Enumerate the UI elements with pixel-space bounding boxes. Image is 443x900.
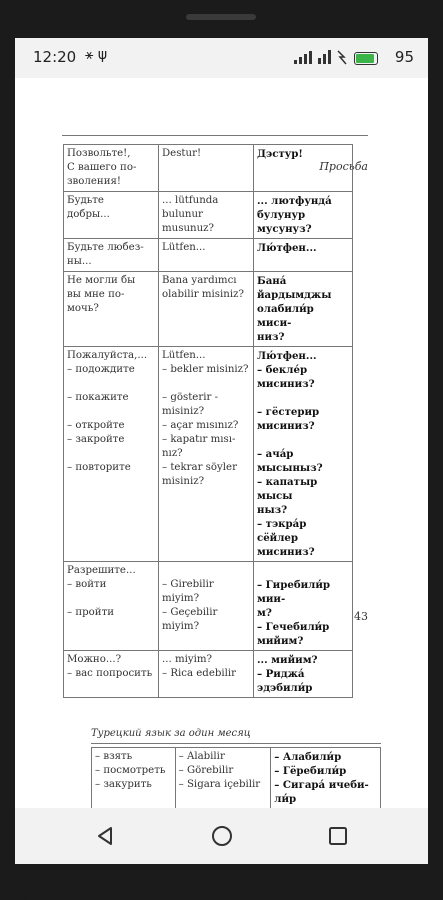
cell-line: – тэкрáр сёйлер	[257, 518, 307, 544]
russian-cell	[64, 347, 159, 562]
cell-line	[67, 592, 155, 606]
cell-line: Бана́ йардымджы	[257, 275, 332, 301]
home-circle-icon	[210, 824, 234, 848]
cell-line: – Гиребили́р мии-	[257, 579, 331, 605]
cell-line: ... лютфундá	[257, 195, 332, 207]
cell-line: булунур мусунуз?	[257, 209, 312, 235]
cell-line: ... miyim?	[162, 654, 213, 665]
cell-line: ны...	[67, 256, 92, 267]
cell-line: olabilir misiniz?	[162, 289, 244, 300]
cell-line: – закройте	[67, 434, 125, 445]
turkish-cell	[175, 748, 271, 809]
cell-line: – покажите	[67, 392, 129, 403]
pronunciation-cell	[254, 272, 353, 347]
recents-square-icon	[327, 825, 349, 847]
running-head-bottom: Турецкий язык за один месяц	[91, 728, 251, 739]
cell-line	[67, 377, 155, 391]
cell-line: мочь?	[67, 303, 99, 314]
cell-line	[162, 377, 250, 391]
cell-line: – Гёребили́р	[274, 765, 347, 777]
cell-line: – вас попросить	[67, 668, 153, 679]
cell-line: зволения!	[67, 176, 122, 187]
cell-line: – Sigara içebilir	[178, 779, 261, 790]
cell-line: – Geçebilir	[162, 607, 218, 618]
russian-cell	[64, 192, 159, 239]
back-triangle-icon	[94, 825, 116, 847]
table-row	[64, 272, 353, 347]
turkish-cell	[159, 145, 254, 192]
cell-line: – kapatır mısı-	[162, 434, 236, 445]
pronunciation-cell	[254, 145, 353, 192]
russian-cell	[64, 651, 159, 698]
cell-line: добры...	[67, 209, 110, 220]
cell-line: – посмотреть	[95, 765, 166, 776]
cell-line: – Алабили́р	[274, 751, 342, 763]
table-row	[64, 651, 353, 698]
cell-line: – tekrar söyler	[162, 462, 237, 473]
pronunciation-cell	[254, 192, 353, 239]
cell-line: – gösterir -	[162, 392, 219, 403]
phrase-table-top	[63, 144, 353, 698]
cell-line: – Girebilir	[162, 579, 214, 590]
table-row	[64, 145, 353, 192]
cell-line	[67, 447, 155, 461]
cell-line: – Сигара́ ичеби-	[274, 779, 369, 791]
battery-percent: 95	[394, 48, 414, 66]
pronunciation-cell	[271, 748, 381, 809]
cell-line: – Rica edebilir	[162, 668, 237, 679]
cell-line: С вашего по-	[67, 162, 137, 173]
pronunciation-cell	[254, 562, 353, 651]
cell-line: – Гечебили́р	[257, 621, 330, 633]
cell-line: Bana yardımcı	[162, 275, 237, 286]
table-row	[64, 347, 353, 562]
pronunciation-cell	[254, 239, 353, 272]
table-row	[92, 748, 381, 809]
russian-cell	[64, 562, 159, 651]
cell-line: – закурить	[95, 779, 152, 790]
cell-line: – Görebilir	[178, 765, 234, 776]
cell-line: м?	[257, 607, 272, 619]
cell-line: Destur!	[162, 148, 202, 159]
cell-line: ... мийим?	[257, 654, 318, 666]
cell-line: musunuz?	[162, 223, 214, 234]
cell-line: – гёстерир мисиниз?	[257, 406, 320, 432]
cell-line: Лю́тфен...	[257, 350, 317, 362]
pronunciation-cell	[254, 651, 353, 698]
cell-line	[257, 433, 349, 447]
page-number: 43	[354, 610, 368, 623]
cell-line: Дэстур!	[257, 148, 303, 160]
russian-cell	[64, 145, 159, 192]
table-row	[64, 192, 353, 239]
navigation-bar	[15, 808, 428, 864]
battery-icon	[354, 52, 378, 65]
pronunciation-cell	[254, 347, 353, 562]
turkish-cell	[159, 347, 254, 562]
cell-line: – Риджа́ эдэбили́р	[257, 668, 313, 694]
cell-line: – взять	[95, 751, 133, 762]
cell-line: Lütfen...	[162, 350, 206, 361]
status-left-icons	[85, 47, 107, 63]
cell-line: nız?	[162, 448, 183, 459]
russian-cell	[64, 239, 159, 272]
cell-line: Пожалуйста,...	[67, 350, 148, 361]
table-row	[64, 562, 353, 651]
turkish-cell	[159, 651, 254, 698]
cell-line: miyim?	[162, 621, 200, 632]
status-time: 12:20	[33, 48, 77, 66]
status-bar	[15, 38, 428, 78]
cell-line: – подождите	[67, 364, 135, 375]
turkish-cell	[159, 192, 254, 239]
battery-fill	[356, 54, 374, 63]
cell-line: Позвольте!,	[67, 148, 131, 159]
cell-line	[257, 391, 349, 405]
cell-line: bulunur	[162, 209, 203, 220]
cell-line: – açar mısınız?	[162, 420, 239, 431]
cell-line: – bekler misiniz?	[162, 364, 249, 375]
phrase-table-bottom	[91, 747, 381, 809]
cell-line: низ?	[257, 331, 285, 343]
cell-line	[257, 564, 349, 578]
turkish-cell	[159, 562, 254, 651]
cell-line: – откройте	[67, 420, 125, 431]
cell-line: misiniz?	[162, 476, 205, 487]
usb-share-icon: ⚹	[85, 47, 94, 63]
cell-line: мийим?	[257, 635, 304, 647]
cell-line: – ачáр мысыныз?	[257, 448, 323, 474]
usb-icon: ψ	[97, 47, 108, 63]
cell-line: – беклéр мисиниз?	[257, 364, 315, 390]
cell-line: олабили́р миси-	[257, 303, 314, 329]
header-rule-bottom	[91, 743, 381, 744]
cell-line: misiniz?	[162, 406, 205, 417]
cell-line: ... lütfunda	[162, 195, 219, 206]
cell-line: – повторите	[67, 462, 131, 473]
header-rule	[62, 135, 368, 136]
recents-button[interactable]	[320, 818, 356, 854]
russian-cell	[64, 272, 159, 347]
cell-line: Не могли бы	[67, 275, 136, 286]
cell-line: ныз?	[257, 504, 288, 516]
home-button[interactable]	[204, 818, 240, 854]
cell-line: вы мне по-	[67, 289, 125, 300]
cell-line: – Alabilir	[178, 751, 225, 762]
cell-line: – капатыр мысы	[257, 476, 318, 502]
running-head-top: Просьба	[319, 160, 368, 173]
cell-line: Лю́тфен...	[257, 242, 317, 254]
cell-line: – пройти	[67, 607, 114, 618]
cell-line: Разрешите...	[67, 565, 136, 576]
table-row	[64, 239, 353, 272]
cell-line: мисиниз?	[257, 546, 315, 558]
cell-line	[162, 564, 250, 578]
screen	[15, 38, 428, 864]
cell-line: – войти	[67, 579, 107, 590]
cell-line: ли́р	[274, 793, 297, 805]
turkish-cell	[159, 239, 254, 272]
cell-line	[67, 405, 155, 419]
cell-line: Будьте	[67, 195, 104, 206]
speaker-grille	[186, 14, 256, 20]
turkish-cell	[159, 272, 254, 347]
russian-cell	[92, 748, 176, 809]
cell-line: miyim?	[162, 593, 200, 604]
cell-line: Будьте любез-	[67, 242, 144, 253]
cell-line: Lütfen...	[162, 242, 206, 253]
back-button[interactable]	[87, 818, 123, 854]
cell-line: Можно...?	[67, 654, 122, 665]
